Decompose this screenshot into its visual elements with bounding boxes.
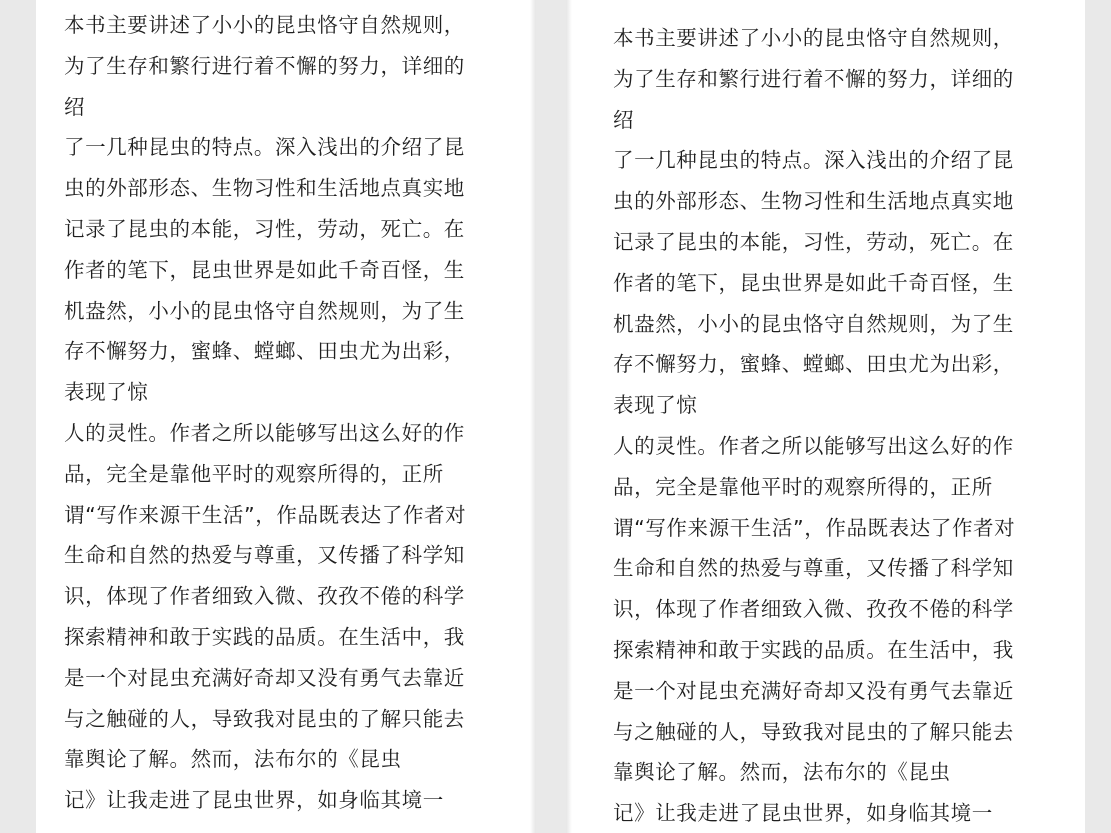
text-line: 虫的外部形态、生物习性和生活地点真实地 [613, 189, 1014, 214]
text-line: 与之触碰的人，导致我对昆虫的了解只能去 [613, 719, 1014, 744]
right-page-text [613, 18, 1077, 833]
text-line: 绍 [64, 94, 86, 119]
text-line: 探索精神和敢于实践的品质。在生活中，我 [613, 637, 1014, 662]
text-line: 为了生存和繁行进行着不懈的努力，详细的 [613, 66, 1014, 91]
left-page [36, 0, 536, 833]
right-page [566, 0, 1085, 833]
text-line: 虫的外部形态、生物习性和生活地点真实地 [64, 176, 465, 201]
text-line: 了一几种昆虫的特点。深入浅出的介绍了昆 [64, 135, 465, 160]
text-line: 记录了昆虫的本能，习性，劳动，死亡。在 [64, 216, 465, 241]
text-line: 记》让我走进了昆虫世界，如身临其境一 [613, 801, 993, 826]
text-line: 品，完全是靠他平时的观察所得的，正所 [613, 474, 993, 499]
text-line: 机盎然，小小的昆虫恪守自然规则，为了生 [64, 298, 465, 323]
text-line: 本书主要讲述了小小的昆虫恪守自然规则， [613, 26, 1014, 50]
left-margin [0, 0, 36, 833]
text-line: 是一个对昆虫充满好奇却又没有勇气去靠近 [64, 665, 465, 690]
text-line: 靠舆论了解。然而，法布尔的《昆虫 [64, 747, 402, 772]
text-line: 本书主要讲述了小小的昆虫恪守自然规则， [64, 13, 465, 37]
text-line: 存不懈努力，蜜蜂、螳螂、田虫尤为出彩， [613, 352, 1014, 377]
page-fold-shadow [566, 0, 572, 833]
text-line: 靠舆论了解。然而，法布尔的《昆虫 [613, 760, 951, 785]
text-line: 生命和自然的热爱与尊重，又传播了科学知 [64, 543, 465, 568]
text-line: 与之触碰的人，导致我对昆虫的了解只能去 [64, 706, 465, 731]
text-line: 谓“写作来源干生活”，作品既表达了作者对 [613, 515, 1016, 540]
text-line: 记》让我走进了昆虫世界，如身临其境一 [64, 788, 444, 813]
text-line: 人的灵性。作者之所以能够写出这么好的作 [64, 420, 465, 445]
text-line: 生命和自然的热爱与尊重，又传播了科学知 [613, 556, 1014, 581]
text-line: 作者的笔下，昆虫世界是如此千奇百怪，生 [613, 270, 1014, 295]
text-line: 探索精神和敢于实践的品质。在生活中，我 [64, 624, 465, 649]
text-line: 表现了惊 [613, 393, 698, 418]
text-line: 表现了惊 [64, 380, 149, 405]
text-line: 识，体现了作者细致入微、孜孜不倦的科学 [64, 584, 465, 609]
text-line: 记录了昆虫的本能，习性，劳动，死亡。在 [613, 229, 1014, 254]
text-line: 识，体现了作者细致入微、孜孜不倦的科学 [613, 597, 1014, 622]
text-line: 品，完全是靠他平时的观察所得的，正所 [64, 461, 444, 486]
text-line: 为了生存和繁行进行着不懈的努力，详细的 [64, 53, 465, 78]
text-line: 作者的笔下，昆虫世界是如此千奇百怪，生 [64, 257, 465, 282]
text-line: 了一几种昆虫的特点。深入浅出的介绍了昆 [613, 148, 1014, 173]
text-line: 绍 [613, 107, 635, 132]
left-page-text [64, 5, 528, 821]
text-line: 是一个对昆虫充满好奇却又没有勇气去靠近 [613, 678, 1014, 703]
right-margin [1085, 0, 1111, 833]
text-line: 机盎然，小小的昆虫恪守自然规则，为了生 [613, 311, 1014, 336]
text-line: 人的灵性。作者之所以能够写出这么好的作 [613, 433, 1014, 458]
page-fold-shadow [530, 0, 536, 833]
page-divider [536, 0, 566, 833]
text-line: 存不懈努力，蜜蜂、螳螂、田虫尤为出彩， [64, 339, 465, 364]
text-line: 谓“写作来源干生活”，作品既表达了作者对 [64, 502, 467, 527]
